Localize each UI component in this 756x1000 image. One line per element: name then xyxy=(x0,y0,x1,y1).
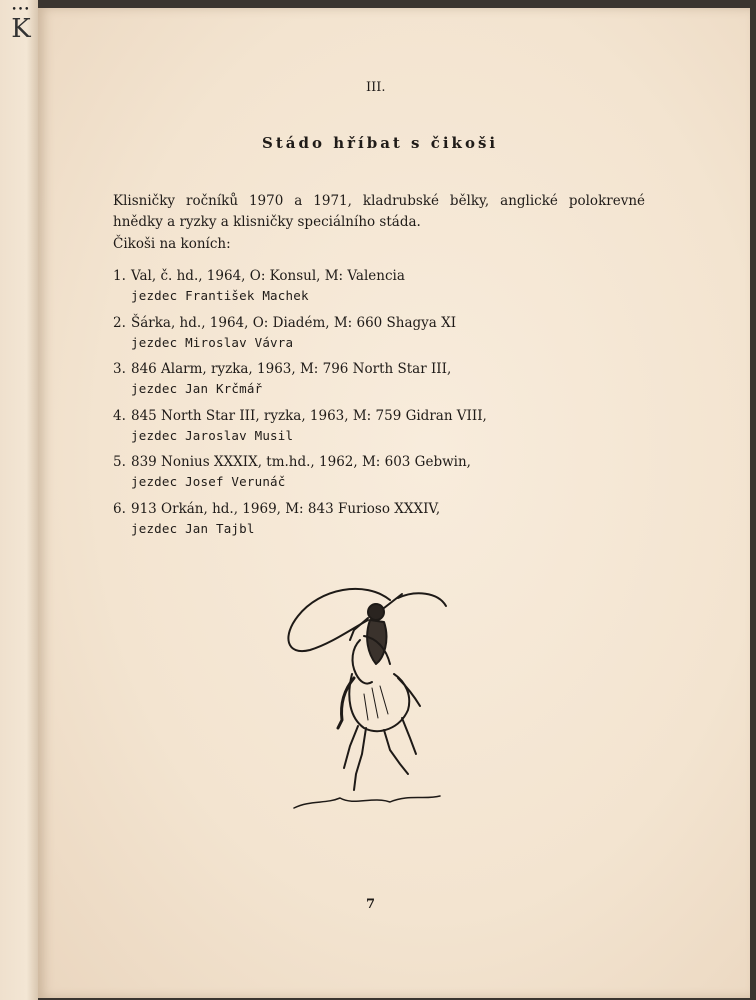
item-number: 6. xyxy=(113,500,126,517)
horse-description: 845 North Star III, ryzka, 1963, M: 759 Gidran VIII, xyxy=(131,407,487,424)
horse-description: 846 Alarm, ryzka, 1963, M: 796 North Star III, xyxy=(131,361,452,377)
list-item xyxy=(113,267,593,305)
horse-description: Val, č. hd., 1964, O: Konsul, M: Valencia xyxy=(131,268,405,284)
rider-name: jezdec Jan Krčmář xyxy=(131,381,263,396)
riders-heading: Čikoši na koních: xyxy=(113,236,231,252)
intro-paragraph: Klisničky ročníků 1970 a 1971, kladrubské bělky, anglické polokrevné hnědky a ryzky a klisničky speciálního stáda. xyxy=(113,193,645,230)
item-number: 1. xyxy=(113,268,126,284)
list-item xyxy=(113,314,593,352)
horseman-with-whip-illustration xyxy=(280,578,460,814)
logo-dots: ••• xyxy=(11,5,31,15)
list-item xyxy=(113,360,593,398)
riders-list xyxy=(113,267,593,546)
rider-name: jezdec Jaroslav Musil xyxy=(131,427,294,443)
list-item xyxy=(113,453,593,491)
rider-name: jezdec Miroslav Vávra xyxy=(131,334,294,350)
horse-description: Šárka, hd., 1964, O: Diadém, M: 660 Shagya XI xyxy=(131,314,457,331)
item-number: 4. xyxy=(113,407,126,424)
rider-name: jezdec František Machek xyxy=(131,288,309,303)
facing-page-edge xyxy=(0,0,38,1000)
logo-letter: K xyxy=(11,14,31,44)
item-number: 2. xyxy=(113,314,126,331)
item-number: 5. xyxy=(113,454,126,470)
page-number: 7 xyxy=(366,897,376,912)
rider-name: jezdec Jan Tajbl xyxy=(131,520,255,536)
list-item xyxy=(113,407,593,445)
item-number: 3. xyxy=(113,361,126,377)
publisher-logo xyxy=(8,6,34,52)
section-number: III. xyxy=(366,80,386,95)
horse-description: 913 Orkán, hd., 1969, M: 843 Furioso XXXIV, xyxy=(131,500,441,517)
horse-description: 839 Nonius XXXIX, tm.hd., 1962, M: 603 Gebwin, xyxy=(131,454,471,470)
rider-name: jezdec Josef Verunáč xyxy=(131,474,286,489)
page-title: Stádo hříbat s čikoši xyxy=(262,134,499,152)
list-item xyxy=(113,500,593,538)
